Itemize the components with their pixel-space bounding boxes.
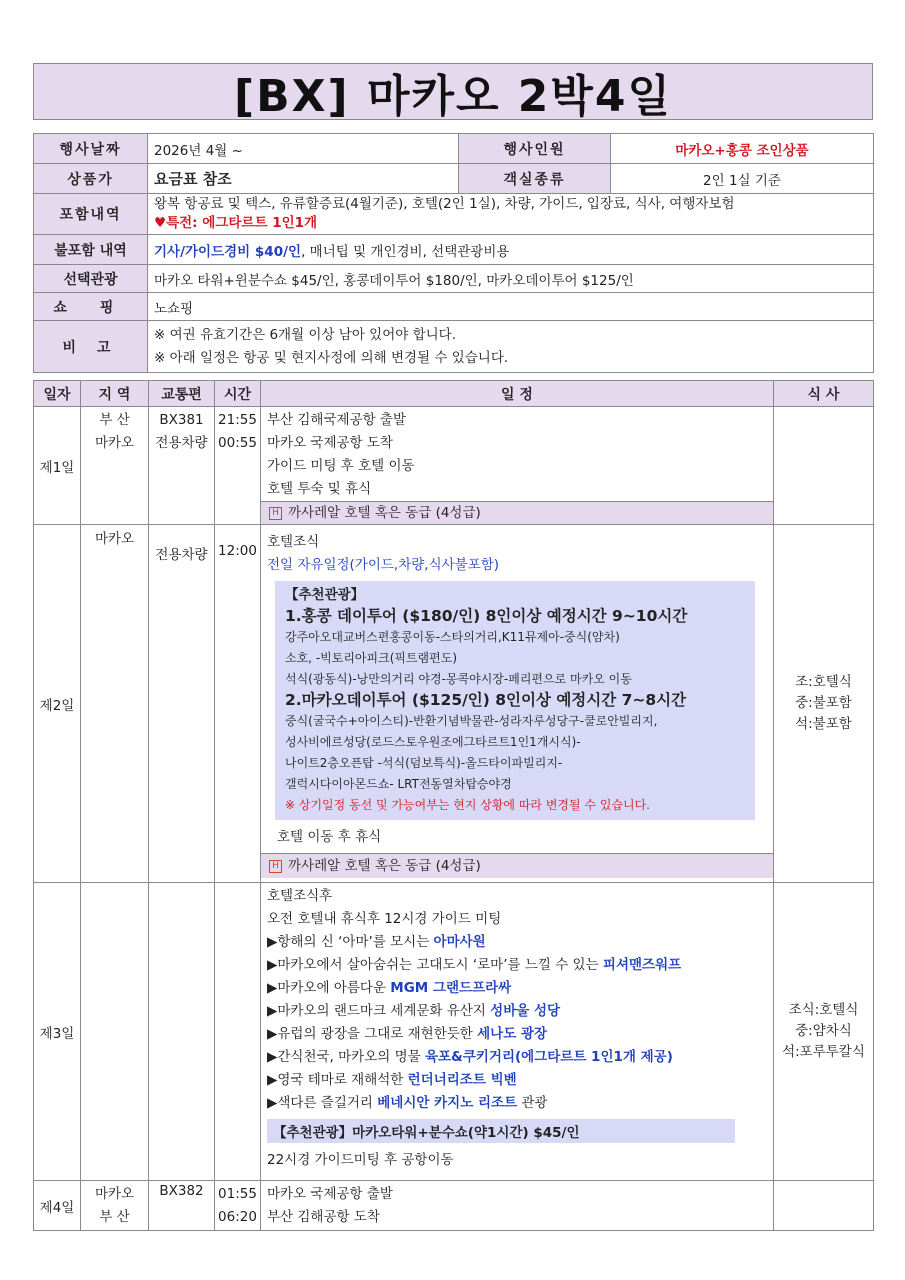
day3-sight-1: [267, 931, 767, 954]
day2-tour2-l3: 나이트2층오픈탑 -석식(덤보특식)-올드타이파빌리지-: [285, 756, 563, 770]
day4-transport: BX382: [149, 1181, 215, 1231]
day2-tour2-l2: 성사비에르성당(로드스토우원조에그타르트1인1개시식)-: [285, 735, 581, 749]
day2-tour1-l3: 석식(광동식)-낭만의거리 야경-몽콕야시장-페리편으로 마카오 이동: [285, 672, 632, 686]
exclude-cell: [148, 235, 874, 265]
day3-sight-5: [267, 1023, 767, 1046]
day3-label: 제3일: [34, 883, 81, 1181]
day2-hotel: 까사레알 호텔 혹은 동급 (4성급): [288, 858, 481, 874]
day1-line-1: 부산 김해국제공항 출발: [267, 412, 406, 428]
day3-s7-hl: 런더너리조트 빅벤: [407, 1072, 517, 1088]
day2-rec-title: 【추천관광】: [285, 587, 365, 603]
room-label: 객실종류: [459, 164, 611, 194]
note-label: 비 고: [34, 321, 148, 373]
day4-region-2: 부 산: [99, 1208, 130, 1225]
day3-sight-3: [267, 977, 767, 1000]
date-label: 행사날짜: [34, 134, 148, 164]
day3-sight-6: [267, 1046, 767, 1069]
day3-sight-4: [267, 1000, 767, 1023]
day1-time-1: 21:55: [218, 412, 257, 428]
day1-line-3: 가이드 미팅 후 호텔 이동: [267, 458, 415, 474]
day1-time: [215, 407, 261, 525]
day4-time-2: 06:20: [218, 1208, 257, 1225]
day1-transport: [149, 407, 215, 525]
day2-tour1-l2: 소호, -빅토리아피크(픽트램편도): [285, 651, 458, 665]
day2-tour2-title: 2.마카오데이투어 ($125/인) 8인이상 예정시간 7~8시간: [285, 691, 687, 709]
schedule-table: [33, 380, 874, 1231]
day3-transport: [149, 883, 215, 1181]
day1-line-4: 호텔 투숙 및 휴식: [267, 481, 372, 497]
price-value: 요금표 참조: [148, 164, 459, 194]
day2-hotel-row: [261, 853, 773, 878]
day3-s2-hl: 피셔맨즈워프: [602, 957, 682, 973]
header-meal: 식 사: [774, 381, 874, 407]
day3-meal-3: 석:포루투칼식: [782, 1044, 865, 1060]
day2-schedule: [261, 525, 774, 883]
day3-s6-hl: 육포&쿠키거리(에그타르트 1인1개 제공): [424, 1049, 673, 1065]
day1-hotel: 까사레알 호텔 혹은 동급 (4성급): [288, 505, 481, 521]
day1-label: 제1일: [34, 407, 81, 525]
day1-time-2: 00:55: [218, 435, 257, 451]
header-transport: 교통편: [149, 381, 215, 407]
day3-line-2: 오전 호텔내 휴식후 12시경 가이드 미팅: [267, 911, 502, 927]
hotel-icon: H: [269, 507, 282, 520]
day3-recommend: 【추천관광】마카오타워+분수쇼(약1시간) $45/인: [267, 1119, 735, 1143]
include-cell: [148, 194, 874, 235]
day2-warning: ※ 상기일정 동선 및 가능여부는 현지 상황에 따라 변경될 수 있습니다.: [285, 798, 650, 812]
day2-line-3: 호텔 이동 후 휴식: [277, 829, 382, 845]
day3-sight-2: [267, 954, 767, 977]
date-value: 2026년 4월 ~: [148, 134, 459, 164]
day3-line-1: 호텔조식후: [267, 888, 333, 904]
header-time: 시간: [215, 381, 261, 407]
note-cell: [148, 321, 874, 373]
day4-schedule: [261, 1181, 774, 1231]
day1-meal: [774, 407, 874, 525]
day1-hotel-row: [261, 501, 773, 524]
page-title: [BX] 마카오 2박4일: [33, 63, 873, 120]
include-label: 포함내역: [34, 194, 148, 235]
day3-s1-pre: ▶항해의 신 ‘아마’를 모시는: [267, 934, 434, 950]
note-2: ※ 아래 일정은 항공 및 현지사정에 의해 변경될 수 있습니다.: [154, 349, 509, 366]
option-label: 선택관광: [34, 265, 148, 293]
day3-meal-2: 중:얌차식: [795, 1023, 852, 1039]
day1-region: [81, 407, 149, 525]
day3-meal: [774, 883, 874, 1181]
day3-time: [215, 883, 261, 1181]
day3-s5-pre: ▶유럽의 광장을 그대로 재현한듯한: [267, 1026, 478, 1042]
day2-tour2-l1: 중식(굴국수+아이스티)-반환기념박물관-성라자루성당구-쿨로안빌리지,: [285, 714, 658, 728]
price-label: 상품가: [34, 164, 148, 194]
day3-s6-pre: ▶간식천국, 마카오의 명물: [267, 1049, 425, 1065]
day4-region: [81, 1181, 149, 1231]
day3-s4-hl: 성바울 성당: [490, 1003, 561, 1019]
day3-s7-pre: ▶영국 테마로 재해석한: [267, 1072, 408, 1088]
day3-sight-8: [267, 1092, 767, 1115]
day2-tour2-l4: 갤럭시다이아몬드쇼- LRT전동열차탑승야경: [285, 777, 512, 791]
day1-transport-2: 전용차량: [155, 435, 208, 451]
day4-line-2: 부산 김해공항 도착: [267, 1208, 380, 1225]
day2-meal-2: 중:불포함: [795, 695, 852, 711]
day3-line-3: 22시경 가이드미팅 후 공항이동: [267, 1152, 454, 1168]
day1-transport-1: BX381: [159, 412, 204, 428]
include-special: ♥특전: 에그타르트 1인1개: [154, 215, 318, 231]
day2-region: 마카오: [81, 525, 149, 883]
day3-s8-pre: ▶색다른 즐길거리: [267, 1095, 378, 1111]
day3-sight-7: [267, 1069, 767, 1092]
shop-value: 노쇼핑: [148, 293, 874, 321]
day3-region: [81, 883, 149, 1181]
day3-s3-hl: MGM 그랜드프라싸: [390, 980, 512, 996]
day2-time: 12:00: [215, 525, 261, 883]
day2-meal: [774, 525, 874, 883]
day4-time-1: 01:55: [218, 1185, 257, 1202]
day2-meal-3: 석:불포함: [795, 716, 852, 732]
day1-schedule: [261, 407, 774, 525]
day2-label: 제2일: [34, 525, 81, 883]
exclude-highlight: 기사/가이드경비 $40/인: [154, 243, 302, 260]
day2-tour1-title: 1.홍콩 데이투어 ($180/인) 8인이상 예정시간 9~10시간: [285, 607, 688, 625]
shop-label: 쇼 핑: [34, 293, 148, 321]
day2-meal-1: 조:호텔식: [795, 674, 852, 690]
header-region: 지 역: [81, 381, 149, 407]
hotel-icon: H: [269, 860, 282, 873]
header-schedule: 일 정: [261, 381, 774, 407]
day3-schedule: [261, 883, 774, 1181]
option-value: 마카오 타워+윈분수쇼 $45/인, 홍콩데이투어 $180/인, 마카오데이투어 $125/인: [148, 265, 874, 293]
day3-s4-pre: ▶마카오의 랜드마크 세계문화 유산지: [267, 1003, 491, 1019]
day3-s2-pre: ▶마카오에서 살아숨쉬는 고대도시 ‘로마’를 느낄 수 있는: [267, 957, 603, 973]
day1-region-2: 마카오: [94, 435, 135, 451]
day4-time: [215, 1181, 261, 1231]
room-value: 2인 1실 기준: [611, 164, 874, 194]
day4-meal: [774, 1181, 874, 1231]
people-value: 마카오+홍콩 조인상품: [611, 134, 874, 164]
note-1: ※ 여권 유효기간은 6개월 이상 남아 있어야 합니다.: [154, 326, 457, 343]
people-label: 행사인원: [459, 134, 611, 164]
day2-transport: 전용차량: [149, 525, 215, 883]
exclude-label: 불포함 내역: [34, 235, 148, 265]
day2-tour1-l1: 강주아오대교버스편홍콩이동-스타의거리,K11뮤제아-중식(얌차): [285, 630, 620, 644]
day4-label: 제4일: [34, 1181, 81, 1231]
day2-line-1: 호텔조식: [267, 534, 320, 550]
day3-s5-hl: 세나도 광장: [477, 1026, 548, 1042]
exclude-rest: , 매너팁 및 개인경비, 선택관광비용: [301, 243, 510, 260]
day3-s1-hl: 아마사원: [433, 934, 486, 950]
day2-line-2: 전일 자유일정(가이드,차량,식사불포함): [267, 557, 500, 573]
info-table: [33, 133, 874, 373]
day3-s8-post: 관광: [517, 1095, 548, 1111]
include-value: 왕복 항공료 및 텍스, 유류할증료(4월기준), 호텔(2인 1실), 차량, 가이드, 입장료, 식사, 여행자보험: [154, 196, 735, 212]
day3-s3-pre: ▶마카오에 아름다운: [267, 980, 391, 996]
day1-line-2: 마카오 국제공항 도착: [267, 435, 393, 451]
day3-s8-hl: 베네시안 카지노 리조트: [377, 1095, 518, 1111]
day4-region-1: 마카오: [94, 1185, 135, 1202]
day3-meal-1: 조식:호텔식: [788, 1002, 859, 1018]
day2-recommend-box: [275, 581, 755, 820]
day4-line-1: 마카오 국제공항 출발: [267, 1185, 393, 1202]
header-day: 일자: [34, 381, 81, 407]
day1-region-1: 부 산: [99, 412, 130, 428]
